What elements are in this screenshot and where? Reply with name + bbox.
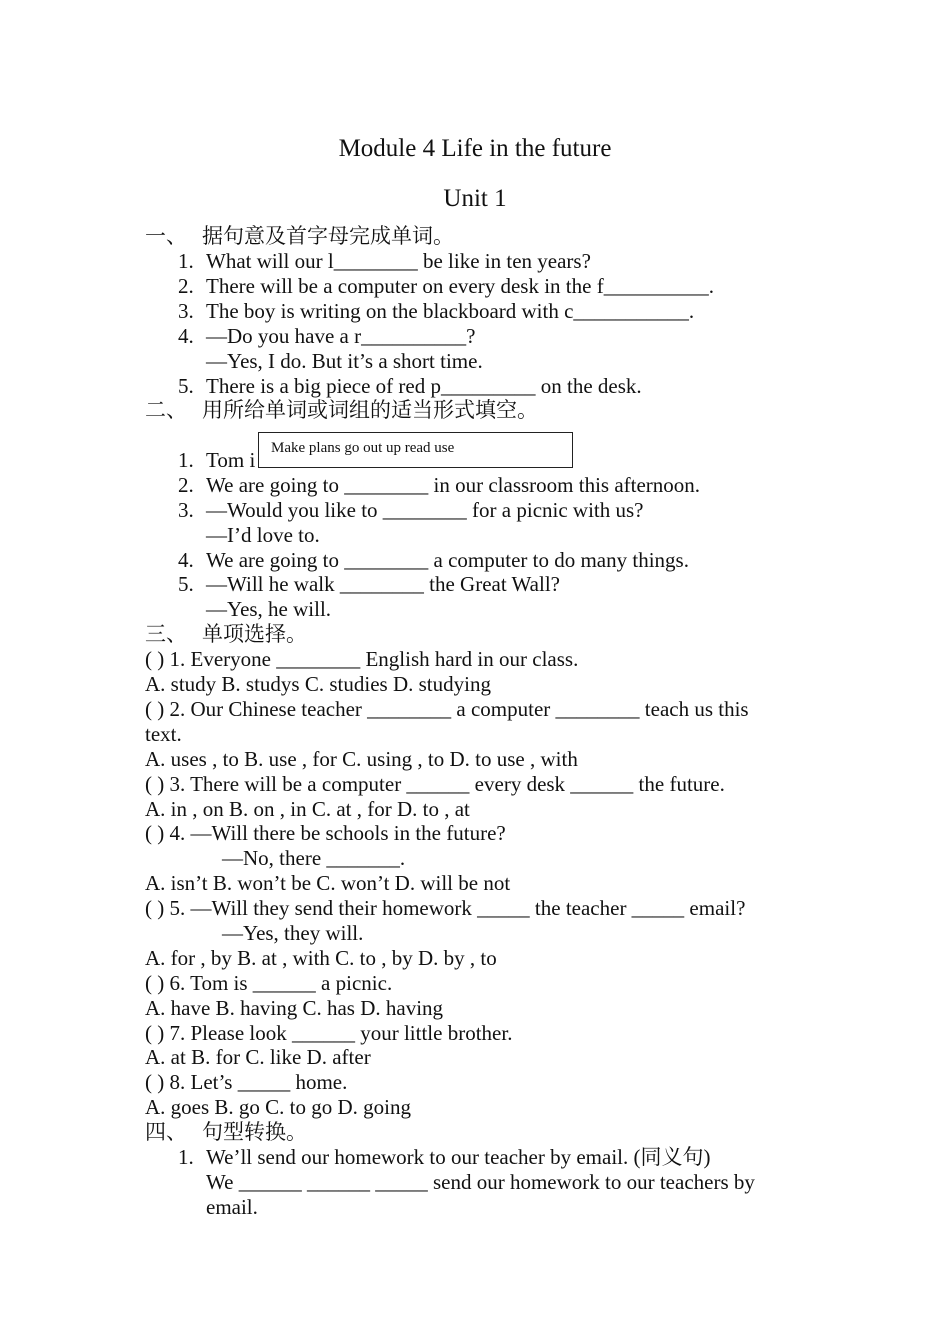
question-line: ( ) 1. Everyone ________ English hard in our class. <box>145 647 579 671</box>
list-item-continuation: —I’d love to. <box>206 523 320 547</box>
item-number: 3. <box>178 498 194 522</box>
question-line: ( ) 4. —Will there be schools in the future? <box>145 821 506 845</box>
list-item-continuation: —Yes, I do. But it’s a short time. <box>206 349 483 373</box>
list-item-continuation: We ______ ______ _____ send our homework to our teachers by <box>206 1170 755 1194</box>
list-item <box>178 299 694 324</box>
list-item <box>178 572 560 597</box>
item-text: —Do you have a r__________? <box>206 324 476 348</box>
item-number: 2. <box>178 473 194 497</box>
section-title: 据句意及首字母完成单词。 <box>202 224 454 248</box>
list-item <box>178 448 255 473</box>
section-number: 二、 <box>145 398 187 422</box>
item-number: 2. <box>178 274 194 298</box>
item-text: —Will he walk ________ the Great Wall? <box>206 572 560 596</box>
list-item-continuation: email. <box>206 1195 258 1219</box>
options-line: A. uses , to B. use , for C. using , to D. to use , with <box>145 747 578 771</box>
item-number: 4. <box>178 324 194 348</box>
item-number: 3. <box>178 299 194 323</box>
item-number: 5. <box>178 374 194 398</box>
list-item <box>178 274 714 299</box>
question-line: ( ) 6. Tom is ______ a picnic. <box>145 971 393 995</box>
item-number: 5. <box>178 572 194 596</box>
section-number: 四、 <box>145 1120 187 1144</box>
list-item <box>178 498 644 523</box>
list-item <box>178 548 689 573</box>
list-item-continuation: —Yes, he will. <box>206 597 332 621</box>
item-text: We are going to ________ in our classroom this afternoon. <box>206 473 701 497</box>
options-line: A. at B. for C. like D. after <box>145 1045 371 1069</box>
section-3-heading <box>145 622 307 647</box>
question-line: ( ) 3. There will be a computer ______ every desk ______ the future. <box>145 772 725 796</box>
options-line: A. study B. studys C. studies D. studying <box>145 672 491 696</box>
item-number: 1. <box>178 1145 194 1169</box>
item-text: What will our l________ be like in ten years? <box>206 249 591 273</box>
list-item <box>178 374 642 399</box>
options-line: A. in , on B. on , in C. at , for D. to , at <box>145 797 470 821</box>
section-title: 用所给单词或词组的适当形式填空。 <box>202 398 538 422</box>
answer-line: —No, there _______. <box>222 846 406 870</box>
list-item <box>178 324 475 349</box>
page-title: Module 4 Life in the future <box>338 135 612 162</box>
word-bank-box: Make plans go out up read use <box>258 432 573 468</box>
item-text: Tom i <box>206 448 256 472</box>
section-title: 单项选择。 <box>202 622 307 646</box>
question-continuation: text. <box>145 722 182 746</box>
item-text: There is a big piece of red p_________ on the desk. <box>206 374 642 398</box>
answer-line: —Yes, they will. <box>222 921 364 945</box>
question-line: ( ) 5. —Will they send their homework _____ the teacher _____ email? <box>145 896 746 920</box>
options-line: A. isn’t B. won’t be C. won’t D. will be not <box>145 871 511 895</box>
item-number: 1. <box>178 448 194 472</box>
item-text: —Would you like to ________ for a picnic with us? <box>206 498 644 522</box>
question-line: ( ) 2. Our Chinese teacher ________ a computer ________ teach us this <box>145 697 749 721</box>
section-2-heading <box>145 398 538 423</box>
item-text: There will be a computer on every desk in the f__________. <box>206 274 714 298</box>
item-text: We’ll send our homework to our teacher by email. (同义句) <box>206 1145 711 1169</box>
section-4-heading <box>145 1120 307 1145</box>
question-line: ( ) 7. Please look ______ your little brother. <box>145 1021 513 1045</box>
section-number: 一、 <box>145 224 187 248</box>
item-text: The boy is writing on the blackboard with c___________. <box>206 299 695 323</box>
question-line: ( ) 8. Let’s _____ home. <box>145 1070 348 1094</box>
section-title: 句型转换。 <box>202 1120 307 1144</box>
options-line: A. have B. having C. has D. having <box>145 996 444 1020</box>
page-subtitle: Unit 1 <box>443 185 507 212</box>
options-line: A. for , by B. at , with C. to , by D. by , to <box>145 946 497 970</box>
options-line: A. goes B. go C. to go D. going <box>145 1095 412 1119</box>
list-item <box>178 1145 711 1170</box>
section-number: 三、 <box>145 622 187 646</box>
list-item <box>178 249 591 274</box>
item-number: 4. <box>178 548 194 572</box>
item-number: 1. <box>178 249 194 273</box>
list-item <box>178 473 700 498</box>
item-text: We are going to ________ a computer to do many things. <box>206 548 689 572</box>
section-1-heading <box>145 224 454 249</box>
